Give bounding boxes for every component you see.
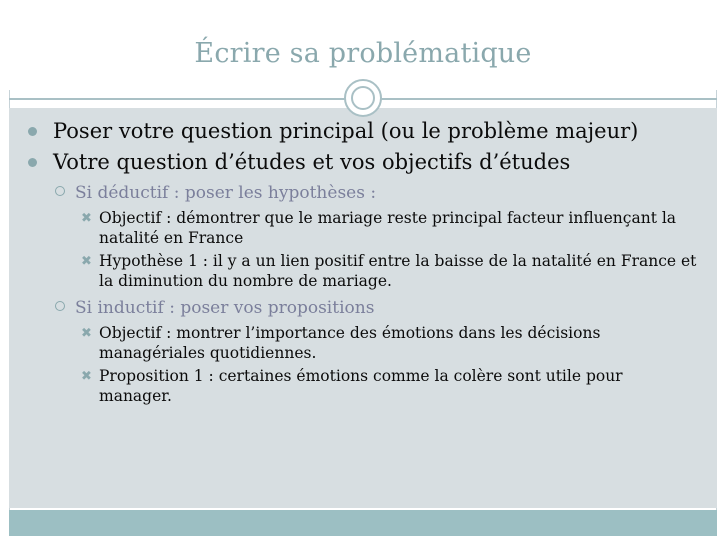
- sub-bullet-deductive: [18, 182, 708, 204]
- sub-bullet-text: Si inductif : poser vos propositions: [75, 298, 375, 318]
- item-deductive-hypothesis: [18, 251, 708, 291]
- item-inductive-proposition: [18, 366, 708, 406]
- double-ring-icon: [344, 79, 382, 117]
- x-mark-icon: ✖: [81, 326, 92, 341]
- item-deductive-objective: [18, 208, 708, 248]
- slide-content: [18, 118, 708, 408]
- item-text: Objectif : montrer l’importance des émotions dans les décisions managériales quotidiennes.: [99, 324, 601, 362]
- item-text: Hypothèse 1 : il y a un lien positif entre la baisse de la natalité en France et la diminution du nombre de mariage.: [99, 252, 697, 290]
- x-mark-icon: ✖: [81, 211, 92, 226]
- bullet-main-question: [18, 118, 708, 145]
- sub-bullet-text: Si déductif : poser les hypothèses :: [75, 183, 377, 203]
- x-mark-icon: ✖: [81, 254, 92, 269]
- hollow-circle-icon: [55, 301, 65, 311]
- bullet-study-question: [18, 149, 708, 176]
- hollow-circle-icon: [55, 186, 65, 196]
- bullet-text: Poser votre question principal (ou le problème majeur): [53, 119, 639, 143]
- inner-ring: [351, 86, 375, 110]
- slide-title: Écrire sa problématique: [194, 38, 532, 69]
- title-area: [9, 8, 717, 90]
- x-mark-icon: ✖: [81, 369, 92, 384]
- bullet-text: Votre question d’études et vos objectifs d’études: [53, 150, 571, 174]
- item-text: Proposition 1 : certaines émotions comme la colère sont utile pour manager.: [99, 367, 623, 405]
- filled-dot-icon: [28, 127, 37, 136]
- filled-dot-icon: [28, 158, 37, 167]
- sub-bullet-inductive: [18, 297, 708, 319]
- item-inductive-objective: [18, 323, 708, 363]
- item-text: Objectif : démontrer que le mariage reste principal facteur influençant la natalité en France: [99, 209, 677, 247]
- footer-bar: [9, 510, 717, 536]
